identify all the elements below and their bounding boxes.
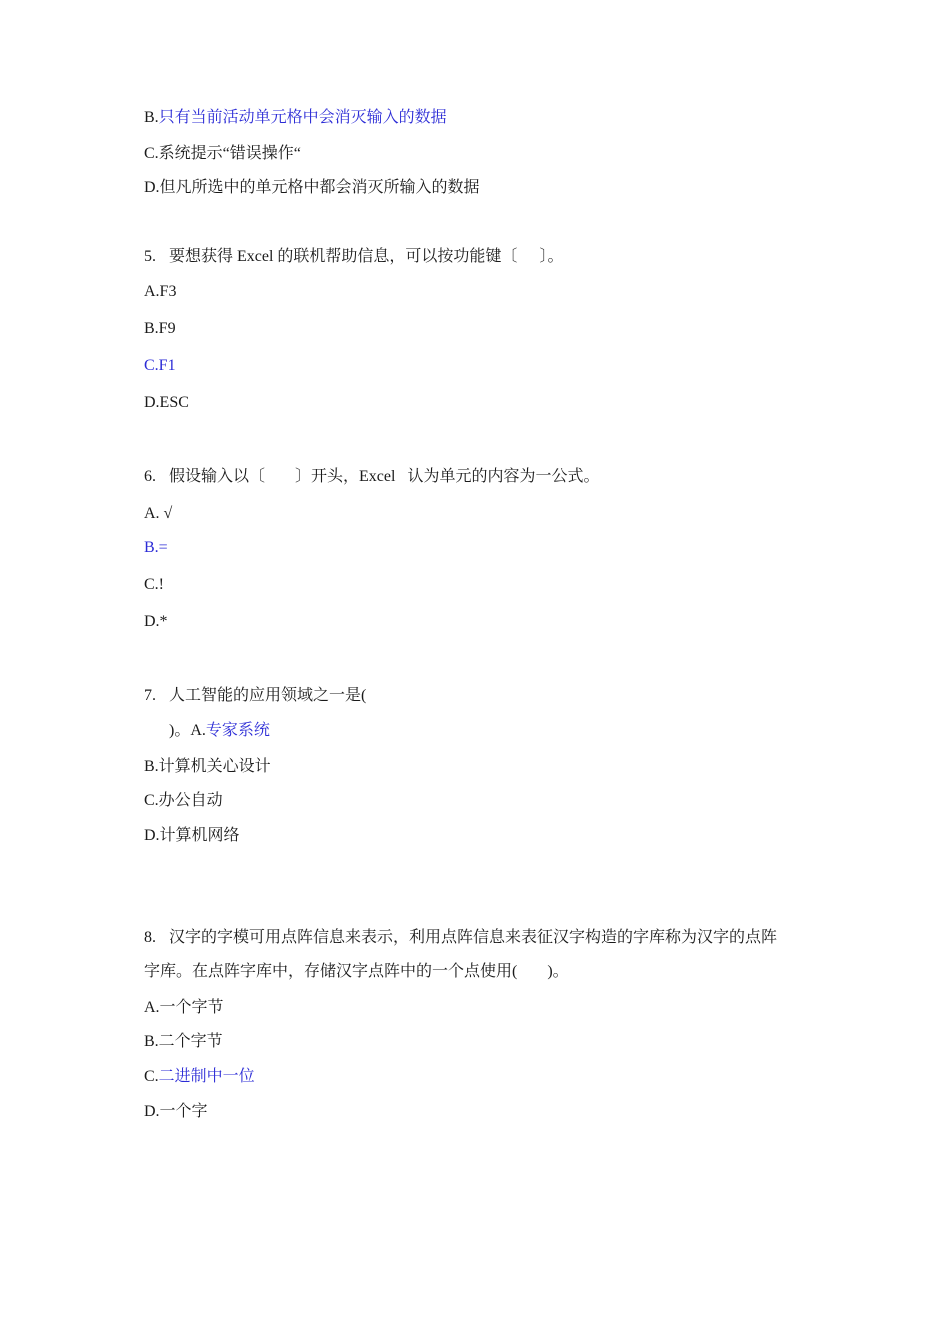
q8-option-c-prefix: C. <box>144 1068 159 1085</box>
q6-option-c: C.! <box>144 576 164 593</box>
q7-number: 7. <box>144 687 156 704</box>
q8-option-d: D.一个字 <box>144 1103 208 1120</box>
q6-stem-text-a: 假设输入以〔 <box>169 468 266 485</box>
q5-option-a: A.F3 <box>144 283 177 300</box>
q6-option-d: D.* <box>144 613 168 630</box>
q8-option-a: A.一个字节 <box>144 999 224 1016</box>
q6-stem <box>144 467 599 487</box>
q6-option-b: B.= <box>144 539 168 556</box>
q4-option-d: D.但凡所选中的单元格中都会消灭所输入的数据 <box>144 179 480 196</box>
q7-option-a-text: 专家系统 <box>205 722 270 739</box>
q4-option-c: C.系统提示“错误操作“ <box>144 145 301 162</box>
q5-number: 5. <box>144 248 156 265</box>
q8-stem-text-line2-a: 字库。在点阵字库中，存储汉字点阵中的一个点使用( <box>144 963 518 980</box>
q7-option-c: C.办公自动 <box>144 792 223 809</box>
q5-option-c: C.F1 <box>144 357 176 374</box>
q8-stem-line2 <box>144 962 569 982</box>
q8-stem-text-line2-b: )。 <box>547 963 569 980</box>
q7-option-d: D.计算机网络 <box>144 827 240 844</box>
q8-option-c <box>144 1067 255 1087</box>
q6-number: 6. <box>144 468 156 485</box>
q7-option-a-prefix: )。A. <box>169 722 206 739</box>
q4-option-b-text: 只有当前活动单元格中会消灭输入的数据 <box>158 109 447 126</box>
q5-stem-text-b: 〕。 <box>539 248 564 265</box>
q8-number: 8. <box>144 929 156 946</box>
q4-option-b <box>144 108 447 128</box>
q4-option-b-prefix: B. <box>144 109 159 126</box>
q7-option-a-line <box>169 721 270 741</box>
q7-stem-text: 人工智能的应用领域之一是( <box>169 687 367 704</box>
q5-stem-text-a: 要想获得 Excel 的联机帮助信息，可以按功能键〔 <box>169 248 518 265</box>
q7-option-b: B.计算机关心设计 <box>144 758 271 775</box>
q5-stem <box>144 247 563 267</box>
q8-option-b: B.二个字节 <box>144 1033 223 1050</box>
q8-stem-text-line1: 汉字的字模可用点阵信息来表示，利用点阵信息来表征汉字构造的字库称为汉字的点阵 <box>169 929 778 946</box>
q8-option-c-text: 二进制中一位 <box>158 1068 255 1085</box>
q7-stem <box>144 686 366 706</box>
q8-stem-line1 <box>144 928 777 948</box>
q6-option-a: A. √ <box>144 505 173 522</box>
q6-stem-text-b: 〕开头，Excel <box>295 468 396 485</box>
q5-option-d: D.ESC <box>144 394 189 411</box>
q6-stem-text-c: 认为单元的内容为一公式。 <box>407 468 600 485</box>
q5-option-b: B.F9 <box>144 320 176 337</box>
